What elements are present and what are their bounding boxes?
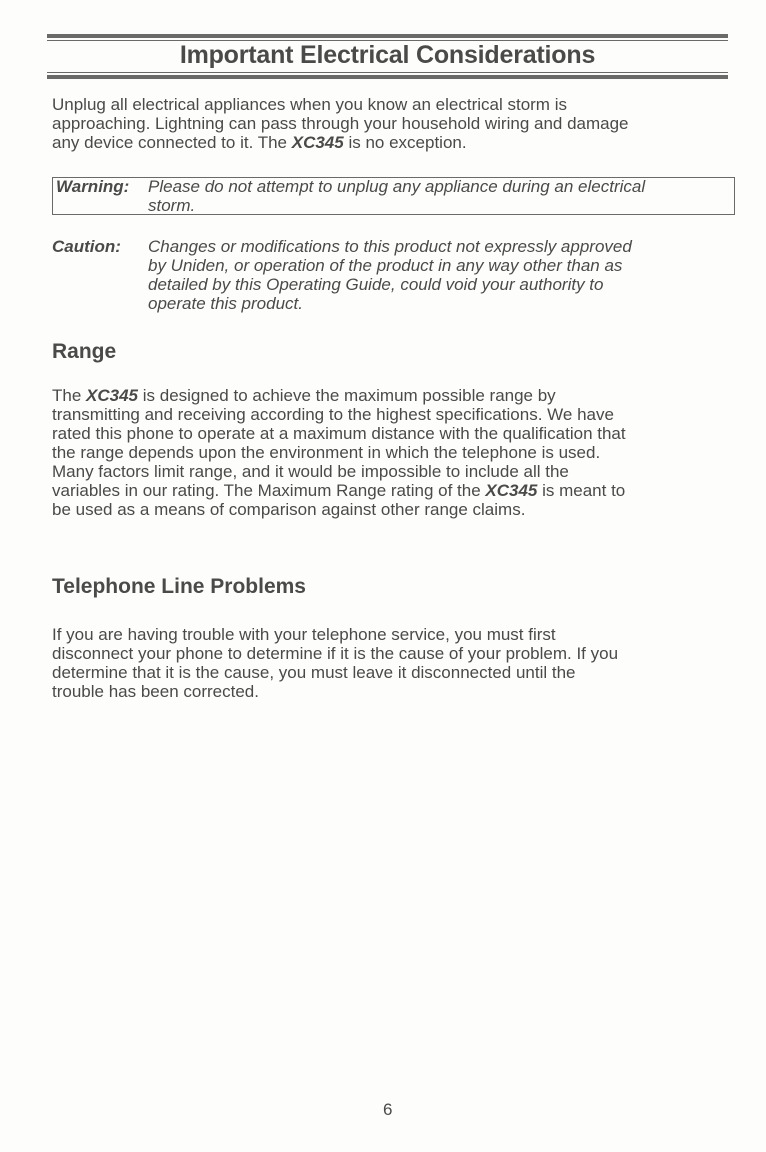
text-line: approaching. Lightning can pass through your household wiring and damage	[52, 114, 629, 133]
text-line: operate this product.	[148, 294, 303, 313]
text-line: If you are having trouble with your telephone service, you must first	[52, 625, 556, 644]
page-number: 6	[383, 1100, 393, 1119]
telephone-heading: Telephone Line Problems	[52, 575, 306, 598]
text-line: storm.	[148, 196, 196, 215]
warning-label: Warning:	[56, 177, 130, 196]
text-line: Many factors limit range, and it would be impossible to include all the	[52, 462, 569, 481]
caution-text	[148, 237, 632, 313]
telephone-paragraph	[52, 625, 752, 701]
model-name: XC345	[291, 133, 344, 152]
range-paragraph	[52, 386, 752, 519]
top-rule	[47, 34, 728, 38]
text-line: disconnect your phone to determine if it is the cause of your problem. If you	[52, 644, 619, 663]
text-line	[52, 481, 752, 500]
text-line: trouble has been corrected.	[52, 682, 259, 701]
text: is meant to	[537, 481, 626, 500]
page-title: Important Electrical Considerations	[179, 41, 596, 69]
text: is no exception.	[343, 133, 467, 152]
text-line: rated this phone to operate at a maximum distance with the qualification that	[52, 424, 626, 443]
model-name: XC345	[86, 386, 139, 405]
text-line: Please do not attempt to unplug any appliance during an electrical	[148, 177, 646, 196]
text-line: detailed by this Operating Guide, could void your authority to	[148, 275, 604, 294]
caution-label: Caution:	[52, 237, 121, 256]
text-line	[52, 386, 752, 405]
warning-text	[148, 177, 645, 215]
text-line: Unplug all electrical appliances when you know an electrical storm is	[52, 95, 567, 114]
text: is designed to achieve the maximum possible range by	[138, 386, 556, 405]
bottom-rule-thin	[47, 72, 728, 73]
bottom-rule	[47, 75, 728, 79]
text: any device connected to it. The	[52, 133, 292, 152]
model-name: XC345	[485, 481, 538, 500]
text-line	[52, 133, 752, 152]
text-line: determine that it is the cause, you must leave it disconnected until the	[52, 663, 576, 682]
text-line: the range depends upon the environment in which the telephone is used.	[52, 443, 601, 462]
text-line: Changes or modifications to this product not expressly approved	[148, 237, 632, 256]
text: variables in our rating. The Maximum Range rating of the	[52, 481, 486, 500]
intro-paragraph	[52, 95, 752, 152]
text-line: by Uniden, or operation of the product in any way other than as	[148, 256, 623, 275]
text-line: transmitting and receiving according to the highest specifications. We have	[52, 405, 614, 424]
text: The	[52, 386, 87, 405]
range-heading: Range	[52, 340, 117, 363]
text-line: be used as a means of comparison against other range claims.	[52, 500, 526, 519]
